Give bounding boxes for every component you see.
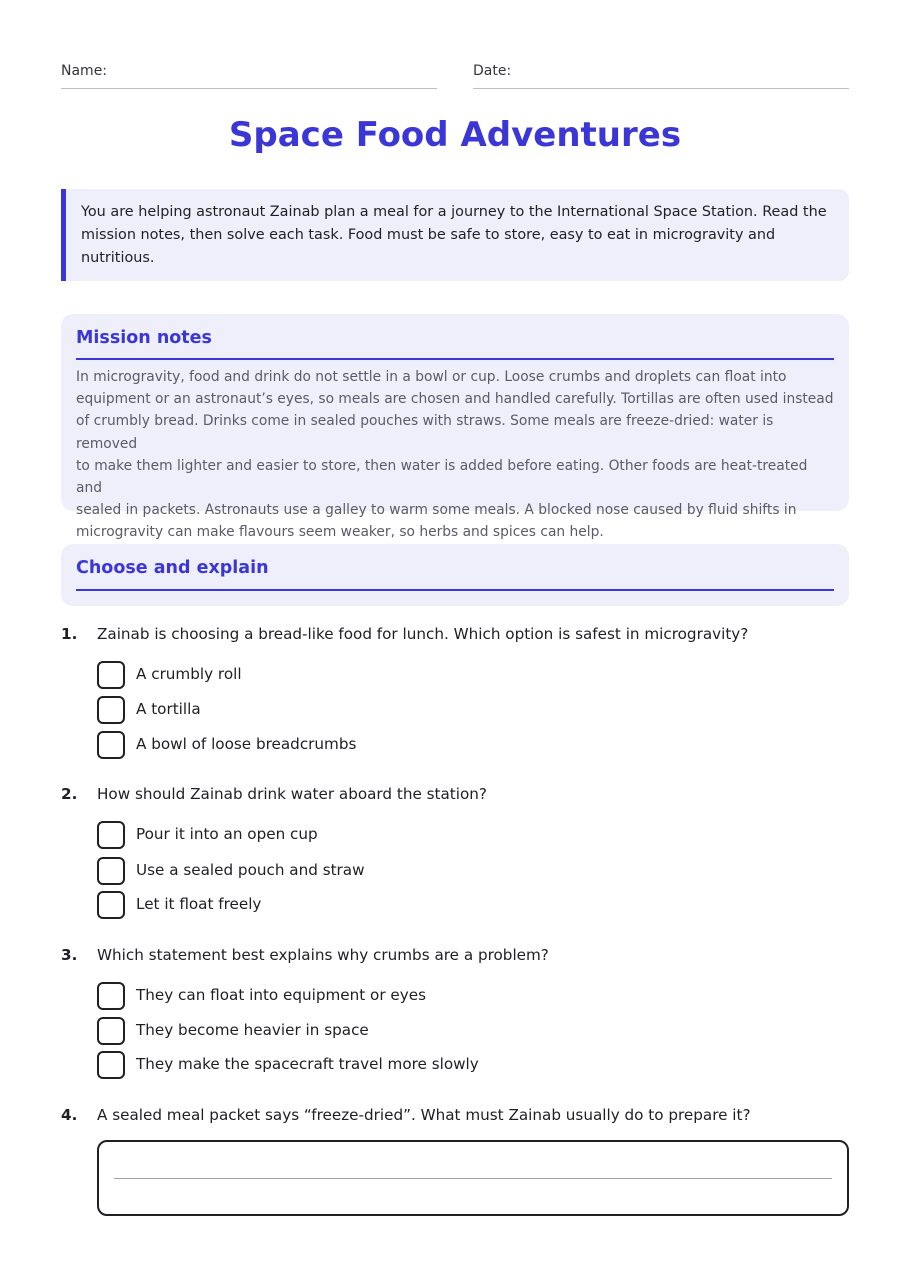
question-1 xyxy=(61,622,849,753)
answer-line xyxy=(114,1178,832,1179)
question-number: 3. xyxy=(61,946,78,964)
option-label: They can float into equipment or eyes xyxy=(136,986,427,1004)
notes-line: In microgravity, food and drink do not settle in a bowl or cup. Loose crumbs and droplets can float into xyxy=(76,369,787,385)
question-2 xyxy=(61,782,849,913)
checkbox[interactable] xyxy=(97,982,125,1010)
page-title: Space Food Adventures xyxy=(228,115,682,155)
option-label: A tortilla xyxy=(136,700,201,718)
option-label: A crumbly roll xyxy=(136,665,242,683)
date-field[interactable] xyxy=(473,60,849,89)
checkbox[interactable] xyxy=(97,857,125,885)
option-label: They make the spacecraft travel more slowly xyxy=(136,1055,479,1073)
question-number: 1. xyxy=(61,625,78,643)
question-number: 4. xyxy=(61,1106,78,1124)
checkbox[interactable] xyxy=(97,1017,125,1045)
mission-notes-body xyxy=(76,366,834,544)
option-label: They become heavier in space xyxy=(136,1021,369,1039)
question-text: Which statement best explains why crumbs are a problem? xyxy=(97,946,549,964)
answer-box[interactable] xyxy=(97,1140,849,1216)
option-label: A bowl of loose breadcrumbs xyxy=(136,735,357,753)
question-text: Zainab is choosing a bread-like food for lunch. Which option is safest in microgravity? xyxy=(97,625,749,643)
option-label: Pour it into an open cup xyxy=(136,825,318,843)
checkbox[interactable] xyxy=(97,661,125,689)
checkbox[interactable] xyxy=(97,1051,125,1079)
notes-line: sealed in packets. Astronauts use a galley to warm some meals. A blocked nose caused by fluid shifts in xyxy=(76,502,797,519)
checkbox[interactable] xyxy=(97,731,125,759)
name-field[interactable] xyxy=(61,60,437,89)
question-text: How should Zainab drink water aboard the station? xyxy=(97,785,487,803)
question-number: 2. xyxy=(61,785,78,803)
notes-line: equipment or an astronaut’s eyes, so meals are chosen and handled carefully. Tortillas are often used instead xyxy=(76,391,834,408)
checkbox[interactable] xyxy=(97,821,125,849)
mission-notes-panel xyxy=(61,314,849,541)
choose-explain-panel xyxy=(61,544,849,606)
mission-notes-heading: Mission notes xyxy=(76,326,834,360)
date-label: Date: xyxy=(473,63,512,79)
checkbox[interactable] xyxy=(97,696,125,724)
question-4 xyxy=(61,1103,849,1127)
choose-explain-heading: Choose and explain xyxy=(76,556,834,591)
notes-line: to make them lighter and easier to store, then water is added before eating. Other foods are heat-treated and xyxy=(76,457,808,497)
notes-line: microgravity can make flavours seem weaker, so herbs and spices can help. xyxy=(76,524,604,541)
option-label: Use a sealed pouch and straw xyxy=(136,861,365,879)
option-label: Let it float freely xyxy=(136,895,262,913)
header-fields xyxy=(61,60,849,90)
intro-callout: You are helping astronaut Zainab plan a meal for a journey to the International Space Station. Read the mission notes, then solve each task. Food must be safe to store, easy to eat in microgravity and nutritious. xyxy=(61,189,849,281)
checkbox[interactable] xyxy=(97,891,125,919)
question-text: A sealed meal packet says “freeze-dried”. What must Zainab usually do to prepare it? xyxy=(97,1106,751,1124)
question-3 xyxy=(61,943,849,1073)
name-label: Name: xyxy=(61,63,108,79)
notes-line: of crumbly bread. Drinks come in sealed pouches with straws. Some meals are freeze-dried: water is removed xyxy=(76,413,774,452)
